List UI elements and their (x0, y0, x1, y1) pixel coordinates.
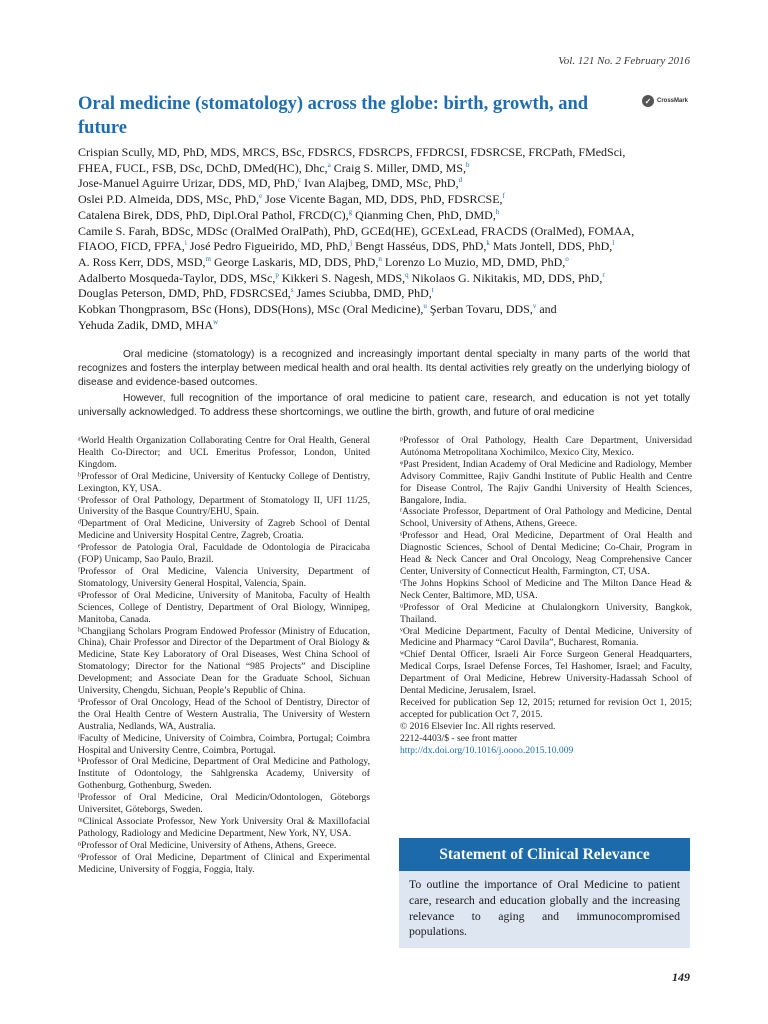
affiliation: ᵍProfessor of Oral Medicine, University of Manitoba, Faculty of Health Sciences, College of Dentistry, Department of Oral Biology, Winnipeg, Manitoba, Canada. (78, 589, 370, 625)
affiliation-marker[interactable]: v (532, 302, 537, 311)
author-text: Craig S. Miller, DMD, MS, (330, 160, 466, 175)
author-text: Ivan Alajbeg, DMD, MSc, PhD, (300, 176, 459, 191)
affiliation-marker[interactable]: r (602, 270, 605, 279)
author-text: Mats Jontell, DDS, PhD, (489, 239, 613, 254)
affiliation-marker[interactable]: k (486, 239, 490, 248)
affiliation: ᵏProfessor of Oral Medicine, Department of Oral Medicine and Pathology, Institute of Odontology, the Sahlgrenska Academy, University of Gothenburg, Gothenburg, Sweden. (78, 756, 370, 792)
affiliation-marker[interactable]: d (458, 176, 463, 185)
author-text: A. Ross Kerr, DDS, MSD, (78, 254, 206, 269)
author-text: George Laskaris, MD, DDS, PhD, (210, 254, 379, 269)
author-line (78, 286, 690, 302)
crossmark-icon: ✓ (642, 95, 654, 107)
author-text: Şerban Tovaru, DDS, (426, 302, 533, 317)
author-text: and (536, 302, 557, 317)
author-text: FIAOO, FICD, FPFA, (78, 239, 185, 254)
affiliation-marker[interactable]: g (348, 207, 353, 216)
author-line (78, 161, 690, 177)
author-text: Qianming Chen, PhD, DMD, (352, 207, 496, 222)
affiliation-marker[interactable]: o (565, 254, 569, 263)
affiliation: ᵒProfessor of Oral Medicine, Department of Clinical and Experimental Medicine, University of Foggia, Foggia, Italy. (78, 851, 370, 875)
author-line (78, 239, 690, 255)
affiliation-marker[interactable]: l (612, 239, 615, 248)
affiliation: ˡProfessor of Oral Medicine, Oral Medicin/Odontologen, Göteborgs Universitet, Göteborgs, Sweden. (78, 792, 370, 816)
affiliation-marker[interactable]: t (431, 286, 434, 295)
author-text: FHEA, FUCL, FSB, DSc, DChD, DMed(HC), Dhc, (78, 160, 328, 175)
author-text: Jose Vicente Bagan, MD, DDS, PhD, FDSRCSE, (262, 192, 503, 207)
affiliations-right-column (400, 435, 692, 756)
author-text: Douglas Peterson, DMD, PhD, FDSRCSEd, (78, 286, 291, 301)
affiliation-marker[interactable]: h (495, 207, 500, 216)
affiliation-marker[interactable]: u (423, 302, 427, 311)
journal-issue-header: Vol. 121 No. 2 February 2016 (558, 55, 690, 67)
affiliation: ⁿProfessor of Oral Medicine, University of Athens, Athens, Greece. (78, 839, 337, 851)
author-line (78, 302, 690, 318)
author-text: Adalberto Mosqueda-Taylor, DDS, MSc, (78, 270, 276, 285)
affiliation-marker[interactable]: q (405, 270, 409, 279)
copyright-notice: © 2016 Elsevier Inc. All rights reserved. (400, 720, 556, 732)
author-line (78, 145, 690, 161)
clinical-relevance-box (399, 838, 690, 948)
author-text: Oslei P.D. Almeida, DDS, MSc, PhD, (78, 192, 260, 207)
affiliation: ᵃWorld Health Organization Collaborating Centre for Oral Health, General Health Co-Director; and UCL Emeritus Professor, London, United Kingdom. (78, 435, 370, 470)
publication-history: Received for publication Sep 12, 2015; returned for revision Oct 1, 2015; accepted for publication Oct 7, 2015. (400, 696, 692, 720)
author-line (78, 208, 690, 224)
affiliation-marker[interactable]: s (290, 286, 294, 295)
author-text: Camile S. Farah, BDSc, MDSc (OralMed OralPath), PhD, GCEd(HE), GCExLead, FRACDS (OralMed), FOMAA, (78, 223, 635, 238)
author-text: Nikolaos G. Nikitakis, MD, DDS, PhD, (408, 270, 603, 285)
author-list (78, 145, 690, 333)
abstract (78, 348, 690, 422)
author-text: Crispian Scully, MD, PhD, MDS, MRCS, BSc, FDSRCS, FDSRCPS, FFDRCSI, FDSRCSE, FRCPath, FMedSci, (78, 145, 626, 159)
abstract-paragraph: However, full recognition of the importance of oral medicine to patient care, research, and education is not yet totally universally acknowledged. To address these shortcomings, we outline the birth, growth, and future of oral medicine (78, 393, 690, 418)
affiliation: ʷChief Dental Officer, Israeli Air Force Surgeon General Headquarters, Medical Corps, Israel Defense Forces, Tel Hashomer, Israel; and Faculty, Department of Oral Medicine, Hebrew University-Hadassah School of Dental Medicine, Jerusalem, Israel. (400, 649, 692, 697)
affiliation: ⁱProfessor of Oral Oncology, Head of the School of Dentistry, Director of the Oral Health Centre of Western Australia, The University of Western Australia, Nedlands, WA, Australia. (78, 696, 370, 732)
clinical-relevance-text: To outline the importance of Oral Medicine to patient care, research and education globally and the increasing relevance to aging and immunocompromised populations. (409, 877, 680, 939)
affiliation: ˢProfessor and Head, Oral Medicine, Department of Oral Health and Diagnostic Sciences, School of Dental Medicine; Co-Chair, Program in Head & Neck Cancer and Oral Oncology, Neag Comprehensive Cancer Center, University of Connecticut Health, Farmington, CT, USA. (400, 530, 692, 577)
affiliation-marker[interactable]: c (297, 176, 301, 185)
affiliation-marker[interactable]: e (259, 192, 263, 201)
author-text: Kobkan Thongprasom, BSc (Hons), DDS(Hons), MSc (Oral Medicine), (78, 302, 424, 317)
affiliation: ᵖProfessor of Oral Pathology, Health Care Department, Universidad Autónoma Metropolitana Xochimilco, Mexico City, Mexico. (400, 435, 692, 458)
affiliations-left-column (78, 435, 370, 876)
author-text: Kikkeri S. Nagesh, MDS, (278, 270, 406, 285)
author-text: Bengt Hasséus, DDS, PhD, (352, 239, 487, 254)
page-number: 149 (672, 970, 690, 984)
affiliation: ʰChangjiang Scholars Program Endowed Professor (Ministry of Education, China), Chair Professor and Director of the Department of Oral Biology & Medicine, State Key Laboratory of Oral Diseases, West China School of Stomatology; Director for the National “985 Projects” and Discipline Development; and Associate Dean for the Graduate School, Sichuan University, Chengdu, Sichuan, People’s Republic of China. (78, 625, 370, 697)
affiliation: ᶜProfessor of Oral Pathology, Department of Stomatology II, UFI 11/25, University of the Basque Country/EHU, Spain. (78, 494, 370, 518)
article-title: Oral medicine (stomatology) across the globe: birth, growth, and future (78, 94, 589, 138)
affiliation-marker[interactable]: w (213, 317, 219, 326)
author-line (78, 255, 690, 271)
affiliation-marker[interactable]: a (327, 160, 331, 169)
affiliation-marker[interactable]: j (350, 239, 353, 248)
affiliation: ʲFaculty of Medicine, University of Coimbra, Coimbra, Portugal; Coimbra Hospital and University Centre, Coimbra, Portugal. (78, 732, 370, 756)
author-line (78, 192, 690, 208)
author-text: Jose-Manuel Aguirre Urizar, DDS, MD, PhD, (78, 176, 298, 191)
affiliation: ᵘProfessor of Oral Medicine at Chulalongkorn University, Bangkok, Thailand. (400, 601, 692, 625)
author-line (78, 176, 690, 192)
affiliation-marker[interactable]: m (205, 254, 211, 263)
affiliation: ᵇProfessor of Oral Medicine, University of Kentucky College of Dentistry, Lexington, KY, USA. (78, 470, 370, 494)
affiliation-marker[interactable]: b (466, 160, 470, 169)
clinical-relevance-heading: Statement of Clinical Relevance (399, 838, 690, 871)
crossmark-button[interactable] (642, 95, 688, 107)
affiliation: ᵉProfessor de Patologia Oral, Faculdade de Odontologia de Piracicaba (FOP) Unicamp, Sao Paulo, Brazil. (78, 542, 370, 566)
affiliation-marker[interactable]: f (502, 192, 505, 201)
author-text: Yehuda Zadik, DMD, MHA (78, 317, 214, 332)
affiliation-marker[interactable]: n (378, 254, 382, 263)
affiliation-marker[interactable]: i (184, 239, 187, 248)
affiliation: ʳAssociate Professor, Department of Oral Pathology and Medicine, Dental School, University of Athens, Athens, Greece. (400, 506, 692, 530)
affiliation: ᶠProfessor of Oral Medicine, Valencia University, Department of Stomatology, University General Hospital, Valencia, Spain. (78, 565, 370, 589)
author-line (78, 224, 690, 240)
doi-link[interactable]: http://dx.doi.org/10.1016/j.oooo.2015.10.009 (400, 744, 574, 756)
crossmark-label: CrossMark (657, 98, 689, 104)
author-line (78, 318, 690, 334)
affiliation: ᵠPast President, Indian Academy of Oral Medicine and Radiology, Member Advisory Committee, Rajiv Gandhi Institute of Public Health and Centre for Disease Control, The Rajiv Gandhi University of Health Sciences, Bangalore, India. (400, 458, 692, 506)
affiliation: ᵈDepartment of Oral Medicine, University of Zagreb School of Dental Medicine and University Hospital Centre, Zagreb, Croatia. (78, 518, 370, 542)
affiliation-marker[interactable]: p (275, 270, 279, 279)
affiliation: ᵛOral Medicine Department, Faculty of Dental Medicine, University of Medicine and Pharmacy “Carol Davila”, Bucharest, Romania. (400, 625, 692, 649)
author-text: Catalena Birek, DDS, PhD, Dipl.Oral Pathol, FRCD(C), (78, 207, 349, 222)
author-text: Lorenzo Lo Muzio, MD, DMD, PhD, (381, 254, 566, 269)
issn-line: 2212-4403/$ - see front matter (400, 732, 518, 744)
author-text: James Sciubba, DMD, PhD, (293, 286, 432, 301)
author-line (78, 271, 690, 287)
affiliation: ᵗThe Johns Hopkins School of Medicine and The Milton Dance Head & Neck Center, Baltimore, MD, USA. (400, 577, 692, 601)
affiliation: ᵐClinical Associate Professor, New York University Oral & Maxillofacial Pathology, Radiology and Medicine Department, New York, NY, USA. (78, 816, 370, 839)
author-text: José Pedro Figueirido, MD, PhD, (186, 239, 351, 254)
abstract-paragraph: Oral medicine (stomatology) is a recognized and increasingly important dental specialty in many parts of the world that recognizes and fosters the interplay between medical health and oral health. Its dental activities rely greatly on the underlying biology of disease and evidence-based outcomes. (78, 349, 690, 388)
